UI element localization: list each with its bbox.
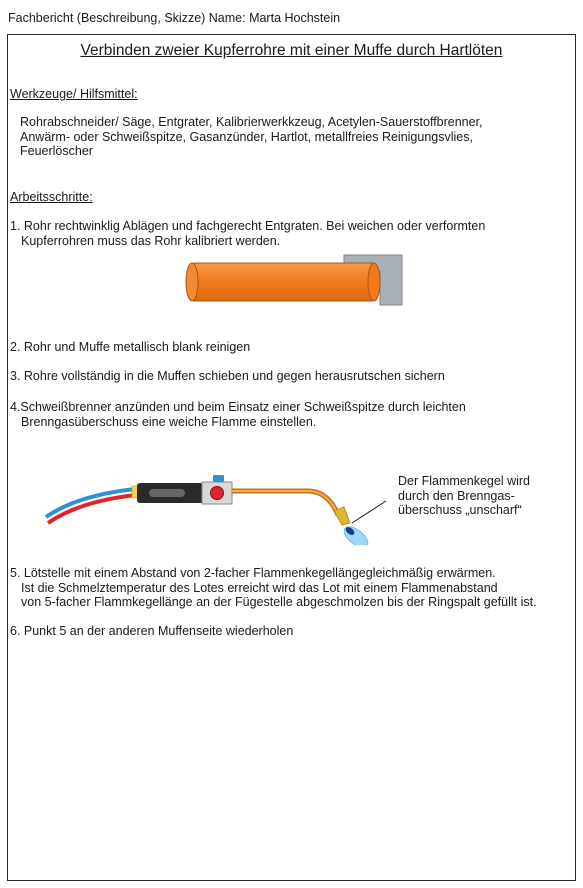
torch-handle-icon — [137, 475, 232, 504]
welding-torch-illustration — [38, 465, 388, 545]
step-5-line-1: 5. Lötstelle mit einem Abstand von 2-facher Flammenkegellängegleichmäßig erwärmen. — [10, 566, 496, 580]
tools-line-1: Rohrabschneider/ Säge, Entgrater, Kalibrierwerkkzeug, Acetylen-Sauerstoffbrenner, — [20, 115, 483, 129]
annotation-line-2: durch den Brenngas- — [398, 488, 515, 503]
flame-icon — [341, 523, 372, 545]
step-4-line-1: 4.Schweißbrenner anzünden und beim Einsatz einer Schweißspitze durch leichten — [10, 400, 466, 414]
copper-pipe-with-try-square-illustration — [182, 253, 414, 313]
step-3: 3. Rohre vollständig in die Muffen schieben und gegen herausrutschen sichern — [10, 369, 445, 383]
steps-heading: Arbeitsschritte: — [10, 190, 93, 204]
step-1 — [10, 219, 485, 248]
gas-hoses-icon — [46, 486, 138, 523]
tools-line-2: Anwärm- oder Schweißspitze, Gasanzünder, Hartlot, metallfreies Reinigungsvlies, — [20, 129, 473, 144]
report-frame — [7, 34, 576, 881]
tools-line-3: Feuerlöscher — [20, 144, 93, 158]
annotation-leader-line — [352, 501, 386, 523]
tools-heading: Werkzeuge/ Hilfsmittel: — [10, 87, 138, 101]
annotation-line-3: überschuss „unscharf“ — [398, 503, 522, 517]
annotation-line-1: Der Flammenkegel wird — [398, 474, 530, 488]
step-5-line-2: Ist die Schmelztemperatur des Lotes erreicht wird das Lot mit einem Flammenabstand — [21, 580, 498, 595]
tools-list — [20, 115, 570, 159]
torch-neck-icon — [232, 491, 350, 525]
step-2: 2. Rohr und Muffe metallisch blank reinigen — [10, 340, 251, 354]
step-5-line-3: von 5-facher Flammkegellänge an der Fügestelle abgeschmolzen bis der Ringspalt gefüllt ist. — [21, 595, 537, 609]
report-title: Verbinden zweier Kupferrohre mit einer Muffe durch Hartlöten — [80, 42, 503, 59]
step-1-line-1: 1. Rohr rechtwinklig Ablägen und fachgerecht Entgraten. Bei weichen oder verformten — [10, 219, 486, 233]
step-4 — [10, 400, 466, 429]
copper-pipe-icon — [186, 263, 380, 301]
step-5 — [10, 566, 537, 610]
step-4-line-2: Brenngasüberschuss eine weiche Flamme einstellen. — [21, 414, 317, 429]
document-header: Fachbericht (Beschreibung, Skizze) Name: Marta Hochstein — [8, 11, 341, 25]
flame-annotation — [398, 474, 530, 518]
step-6: 6. Punkt 5 an der anderen Muffenseite wiederholen — [10, 624, 294, 638]
step-1-line-2: Kupferrohren muss das Rohr kalibriert werden. — [21, 233, 281, 248]
